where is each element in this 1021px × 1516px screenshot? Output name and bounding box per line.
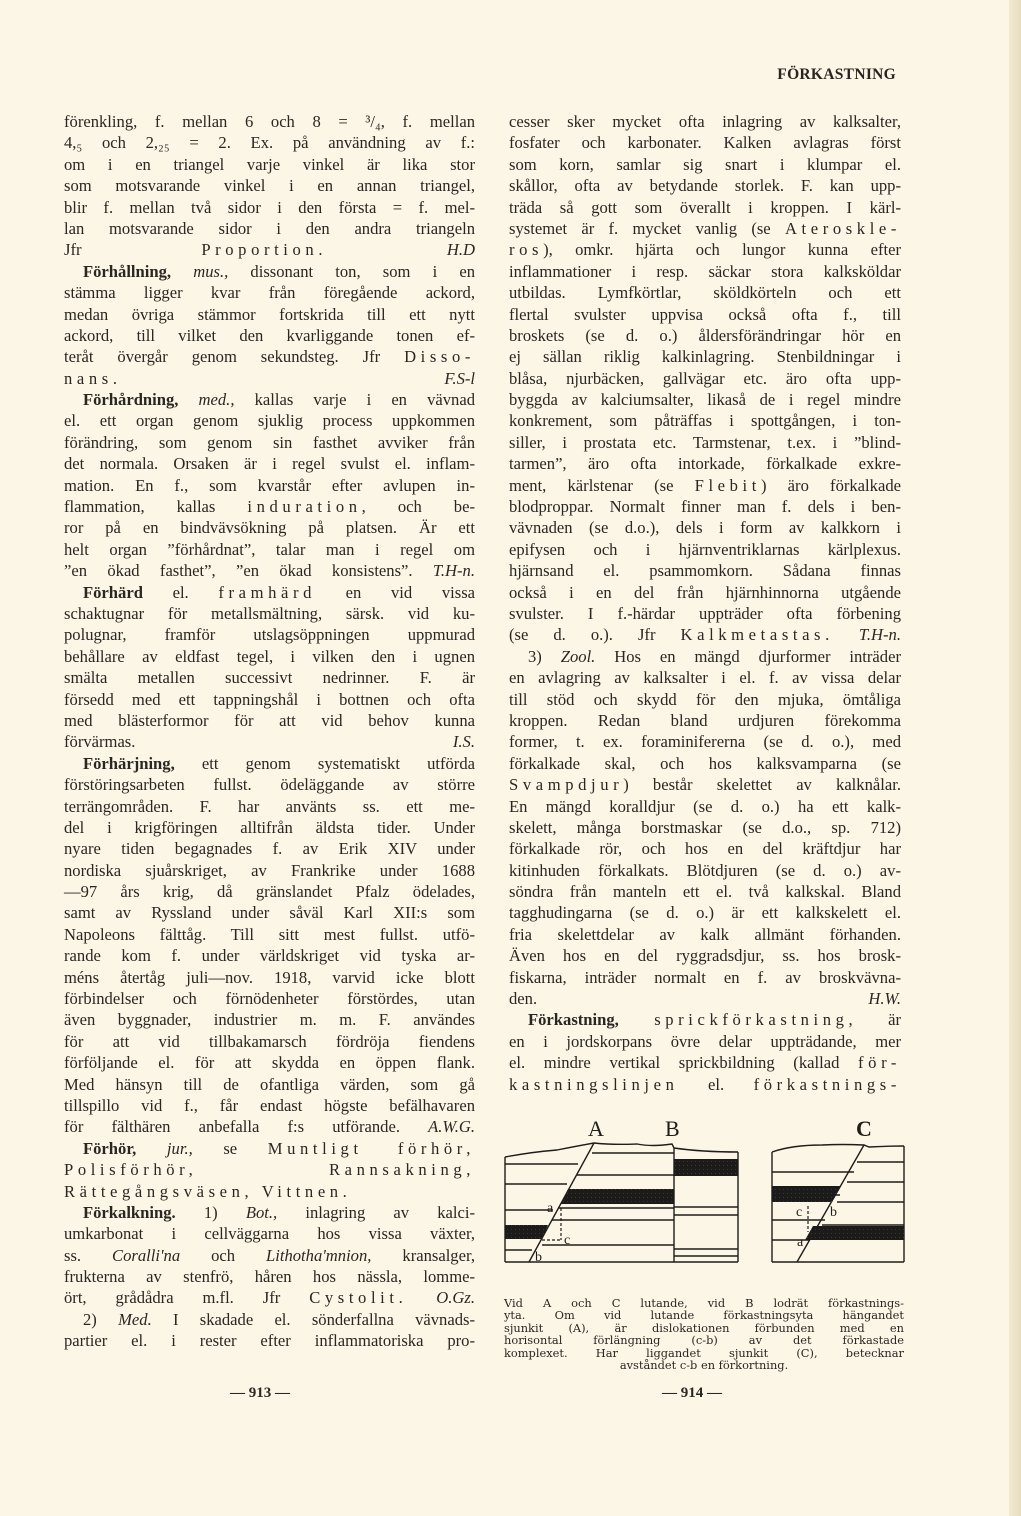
text-line: även byggnader, industrier m. m. F. användes: [64, 1010, 475, 1030]
text-line: som motsvarande vinkel i en annan triangel,: [64, 176, 475, 196]
text-line: flammation, kallas induration, och be-: [64, 497, 475, 517]
page-number-left: — 913 —: [230, 1385, 290, 1401]
spaced-term: förkastnings-: [753, 1074, 901, 1094]
text-line: epifysen och i hjärnventriklarnas kärlplexus.: [509, 539, 901, 559]
text-line: méns återtåg juli—nov. 1918, varvid icke blott: [64, 967, 475, 987]
text-line: frukterna av stenfrö, håren hos nässla, lomme-: [64, 1267, 475, 1287]
text-line: för att vid tillbakamarsch fördröja fiendens: [64, 1031, 475, 1051]
text-line: Svampdjur) består skelettet av kalknålar.: [509, 775, 901, 795]
cross-reference-link[interactable]: Ateroskle-: [784, 218, 901, 238]
text-line: det normala. Orsaken är i regel svulst el. inflam-: [64, 454, 475, 474]
text-line: medan övriga stämmor fortskrida till ett nytt: [64, 304, 475, 324]
text-line: Även hos en del ryggradsdjur, ss. hos brosk-: [509, 946, 901, 966]
text-line: el. mindre vertikal sprickbildning (kallad för-: [509, 1053, 901, 1073]
headword: Förhållning,: [83, 261, 172, 281]
entry-end-line: Jfr Proportion. H.D: [64, 240, 475, 260]
text-line: teråt övergår genom sekundsteg. Jfr Disso-: [64, 347, 475, 367]
cross-reference-link[interactable]: Muntligt förhör,: [267, 1138, 475, 1158]
point-label: c: [796, 1205, 803, 1220]
text-line: former, t. ex. foraminifererna (se d. o.), med: [509, 732, 901, 752]
text-line: Med hänsyn till de ofantliga värden, som gå: [64, 1074, 475, 1094]
text-line: umkarbonat i cellväggarna hos vissa växter,: [64, 1224, 475, 1244]
cross-reference-link[interactable]: Rättegångsväsen, Vittnen.: [64, 1181, 352, 1201]
text-line: förkalkade skal, och hos kalksvamparna (se: [509, 753, 901, 773]
fault-diagram-illustration: [502, 1112, 907, 1272]
cross-reference-link[interactable]: Cystolit.: [309, 1288, 408, 1308]
text-line: förföljande el. för att skydda en öppen flank.: [64, 1053, 475, 1073]
text-line: ackord, till vilket den kvarliggande tonen ef-: [64, 325, 475, 345]
text-line: del i krigföringen alltifrån äldsta tider. Under: [64, 817, 475, 837]
text-line: träda så gott som överallt i kroppen. I kärl-: [509, 197, 901, 217]
cross-reference-link[interactable]: Disso-: [404, 347, 475, 367]
text-line: som korn, samlar sig snart i klumpar el.: [509, 154, 901, 174]
text-line: en i jordskorpans övre delar uppträdande, mer: [509, 1031, 901, 1051]
cross-reference-link[interactable]: Proportion.: [201, 240, 328, 260]
author-signature: A.W.G.: [428, 1117, 475, 1137]
text-line: lan motsvarande sidor i den andra triangeln: [64, 218, 475, 238]
caption-line: yta. Om vid lutande förkastningsyta hängandet: [504, 1308, 904, 1323]
text-line: svulster. I f.-härdar uppträder ofta förbening: [509, 603, 901, 623]
author-signature: O.Gz.: [436, 1288, 475, 1308]
label-a: A: [588, 1116, 604, 1141]
text-line: förkalkade rör, och hos en del kräftdjur har: [509, 839, 901, 859]
running-head: FÖRKASTNING: [777, 66, 896, 83]
text-line: skelett, många borstmaskar (se d.o., sp. 712): [509, 817, 901, 837]
right-column: [509, 111, 901, 1095]
entry-end-line: förvärmas. I.S.: [64, 732, 475, 752]
entry-end-line: för fälthären anbefalla f:s utförande. A.W.G.: [64, 1117, 475, 1137]
text-line: hjärnsand el. psammomkorn. Sådana finnas: [509, 561, 901, 581]
label-c: C: [856, 1116, 872, 1141]
text-line: nordiska sjuårskriget, av Frankrike under 1688: [64, 860, 475, 880]
entry-forhallning: Förhållning, mus., dissonant ton, som i en: [83, 261, 475, 281]
cross-reference-link[interactable]: Flebit: [694, 475, 761, 495]
cross-reference-link[interactable]: Polisförhör, Rannsakning,: [64, 1160, 475, 1180]
headword: Förhärd: [83, 582, 143, 602]
text-line: förstöringsarbeten fullst. ödeläggande av större: [64, 775, 475, 795]
text-line: siller, i prostata etc. Tarmstenar, t.ex. i ”blind-: [509, 432, 901, 452]
text-line: förändring, som genom sin fasthet avviker från: [64, 432, 475, 452]
text-line: 3) Zool. Hos en mängd djurformer inträder: [528, 646, 901, 666]
text-line: ros), omkr. hjärta och lungor kunna efter: [509, 240, 901, 260]
text-line: samt av Ryssland under såväl Karl XII:s som: [64, 903, 475, 923]
text-line: utbildas. Lymfkörtlar, sköldkörteln och ett: [509, 283, 901, 303]
entry-end-line: [64, 368, 475, 389]
author-signature: F.S-l: [444, 368, 475, 388]
text-line: också i en del från hjärnhinnorna utgående: [509, 582, 901, 602]
text-line: tarmen”, äro ofta intorkade, förkalkade exkre-: [509, 454, 901, 474]
entry-forhardning: Förhårdning, med., kallas varje i en vävnad: [83, 390, 475, 410]
headword: Förhårdning,: [83, 390, 179, 410]
point-label: b: [535, 1250, 542, 1265]
text-line: blir f. mellan två sidor i den första = f. mel-: [64, 197, 475, 217]
text-line: behållare av eldfast tegel, i vilken den i ugnen: [64, 646, 475, 666]
text-line: —97 års krig, då gränslandet Pfalz ödelades,: [64, 882, 475, 902]
text-line: med blästerformor för att vid behov kunna: [64, 710, 475, 730]
text-line: tagghudingarna (se d. o.) är ett kalkskelett el.: [509, 903, 901, 923]
headword: Förhärjning,: [83, 753, 175, 773]
text-line: flertal svulster uppvisa också ofta f., till: [509, 304, 901, 324]
text-line: blodproppar. Normalt finner man f. dels i ben-: [509, 497, 901, 517]
text-line: En mängd koralldjur (se d. o.) ha ett kalk-: [509, 796, 901, 816]
spaced-term: sprickförkastning,: [618, 1010, 858, 1030]
page-edge-shadow: [1009, 0, 1021, 1516]
text-line: blåsa, njurbäcken, gallvägar etc. äro ofta upp-: [509, 368, 901, 388]
caption-line: Vid A och C lutande, vid B lodrät förkastnings-: [504, 1296, 904, 1310]
text-line: mation. En f., som kvarstår efter avlupen in-: [64, 475, 475, 495]
entry-forkalkning: Förkalkning. 1) Bot., inlagring av kalci-: [83, 1202, 475, 1222]
text-line: terrängområden. F. har använts ss. ett me-: [64, 796, 475, 816]
cross-reference-link[interactable]: Svampdjur: [509, 775, 624, 795]
author-signature: T.H-n.: [858, 625, 901, 645]
point-label: c: [564, 1233, 571, 1248]
entry-forkastning: Förkastning, sprickförkastning, är: [528, 1010, 901, 1030]
text-line: till stöd och skydd för den mjuka, ömtåliga: [509, 689, 901, 709]
cross-reference-link[interactable]: Kalkmetastas.: [680, 625, 834, 645]
text-line: ej sällan riklig kalkinlagring. Stenbildningar i: [509, 347, 901, 367]
text-line: inflammationer i resp. säckar stora kalksköldar: [509, 261, 901, 281]
point-label: b: [830, 1205, 837, 1220]
caption-line: horisontal förlängning (c-b) av det förkastade: [504, 1333, 904, 1348]
text-line: om i en triangel varje vinkel är lika stor: [64, 154, 475, 174]
entry-forhard: Förhärd el. framhärd en vid vissa: [83, 582, 476, 602]
text-line: rande kom f. under världskriget vid tyska ar-: [64, 946, 475, 966]
text-line: fosfater och karbonater. Kalken avlagras först: [509, 133, 901, 153]
point-label: a: [547, 1201, 554, 1216]
entry-forhor: Förhör, jur., se Muntligt förhör,: [83, 1138, 475, 1158]
text-line: konkrement, som påträffas i spottgången, i ton-: [509, 411, 901, 431]
text-line: Napoleons fälttåg. Till sitt mest fullst. utfö-: [64, 924, 475, 944]
cross-reference-link[interactable]: ros: [509, 240, 544, 260]
point-label: a: [797, 1235, 804, 1250]
text-line: ss. Coralli'na och Lithotha'mnion, kransalger,: [64, 1245, 475, 1265]
entry-end-line: den. H.W.: [509, 989, 901, 1009]
text-line: kastningslinjen el. förkastnings-: [509, 1074, 901, 1094]
text-line: försedd med ett tappningshål i bottnen och ofta: [64, 689, 475, 709]
text-line: söndra från manteln ett el. två kalkskal. Bland: [509, 882, 901, 902]
headword: Förkalkning.: [83, 1202, 176, 1222]
entry-end-line: ört, grådådra m.fl. Jfr Cystolit. O.Gz.: [64, 1288, 475, 1308]
text-line: förbindelser och förnödenheter förstördes, utan: [64, 989, 475, 1009]
text-line: 2) Med. I skadade el. sönderfallna vävnads-: [83, 1309, 475, 1329]
text-line: nyare tiden begagnades f. av Erik XIV under: [64, 839, 475, 859]
text-line: vävnaden (se d.o.), dels i form av kalkkorn i: [509, 518, 901, 538]
caption-line: sjunkit (A), är dislokationen förbunden med en: [504, 1320, 904, 1335]
author-signature: T.H-n.: [432, 561, 475, 581]
author-signature: H.D: [446, 240, 475, 260]
entry-end-line: ”en ökad fasthet”, ”en ökad konsistens”. T.H-n.: [64, 561, 475, 581]
text-line: smälta metallen successivt nedrinner. F. är: [64, 668, 475, 688]
headword: Förhör,: [83, 1138, 137, 1158]
text-line: el. ett organ genom sjuklig process uppkommen: [64, 411, 475, 431]
text-line: förenkling, f. mellan 6 och 8 = ³/₄, f. mellan: [64, 112, 475, 131]
text-line: ment, kärlstenar (se Flebit) äro förkalkade: [509, 475, 901, 495]
text-line: broskets (se d. o.) åldersförändringar hör en: [509, 325, 901, 345]
text-line: tillspillo vid f., får endast högste befälhavaren: [64, 1095, 475, 1115]
spaced-term: framhärd: [218, 582, 316, 602]
left-column: [64, 111, 475, 1352]
headword: Förkastning,: [528, 1010, 619, 1030]
text-line: en avlagring av kalksalter i el. f. av vissa delar: [509, 668, 901, 688]
text-line: schaktugnar för metallsmältning, särsk. vid ku-: [64, 603, 475, 623]
author-signature: H.W.: [868, 989, 901, 1009]
cross-reference-link[interactable]: nans.: [64, 368, 122, 388]
text-line: partier el. i rester efter inflammatoriska pro-: [64, 1331, 475, 1351]
text-line: helt organ ”förhårdnat”, talar man i regel om: [64, 539, 475, 559]
entry-end-line: (se d. o.). Jfr Kalkmetastas. T.H-n.: [509, 625, 901, 645]
figure-caption: [504, 1297, 904, 1371]
text-line: stämma ligger kvar från föregående ackord,: [64, 283, 475, 303]
label-b: B: [665, 1116, 680, 1141]
text-line: 4,₅ och 2,₂₅ = 2. Ex. på användning av f.:: [64, 133, 475, 153]
entry-forharjning: Förhärjning, ett genom systematiskt utförda: [83, 753, 475, 773]
text-line: byggda av kalciumsalter, likaså de i regel mindre: [509, 390, 901, 410]
text-line: kroppen. Redan bland urdjuren förekomma: [509, 710, 901, 730]
caption-line: komplexet. Har liggandet sjunkit (C), betecknar: [504, 1345, 904, 1360]
page-number-right: — 914 —: [662, 1385, 722, 1401]
caption-line: avståndet c-b en förkortning.: [619, 1357, 789, 1372]
spaced-term: induration: [247, 497, 362, 517]
author-signature: I.S.: [452, 732, 475, 752]
text-line: polugnar, framför utslagsöppningen uppmurad: [64, 625, 475, 645]
text-line: fiskarna, inträder normalt en f. av broskvävna-: [509, 967, 901, 987]
fault-diagram-figure: [502, 1112, 907, 1272]
spaced-term: kastningslinjen: [509, 1074, 679, 1094]
text-line: cesser sker mycket ofta inlagring av kalksalter,: [509, 112, 901, 131]
text-line: systemet är f. mycket vanlig (se Ateroskle-: [509, 218, 901, 238]
text-line: skållor, ofta av betydande storlek. F. kan upp-: [509, 176, 901, 196]
spaced-term: för-: [858, 1053, 901, 1073]
text-line: ror på en bindvävsökning på platsen. Är ett: [64, 518, 475, 538]
text-line: kitinhuden förkalkats. Blötdjuren (se d. o.) av-: [509, 860, 901, 880]
text-line: fria skelettdelar av kalk allmänt förhanden.: [509, 924, 901, 944]
